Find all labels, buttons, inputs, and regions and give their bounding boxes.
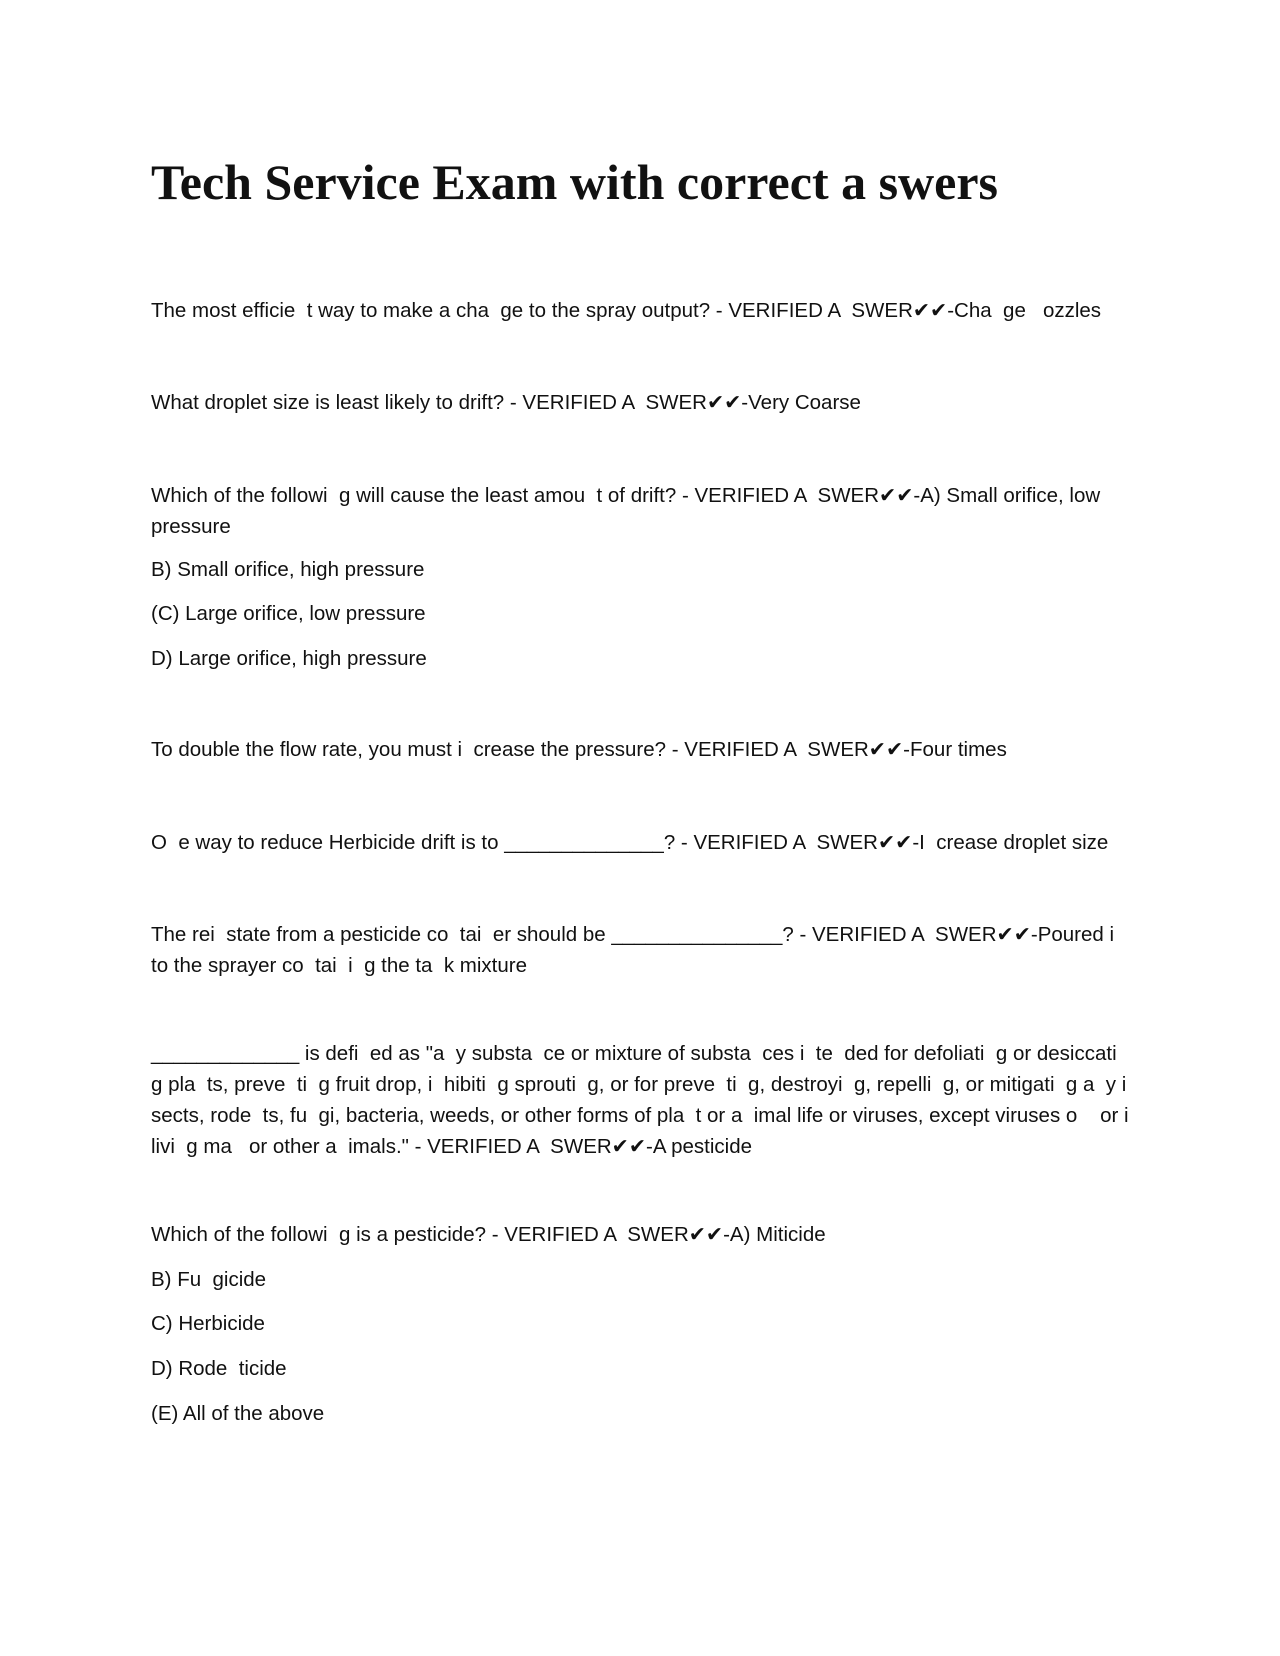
option-b-small-high: B) Small orifice, high pressure bbox=[151, 558, 425, 581]
option-b-fungicide: B) Fu gicide bbox=[151, 1268, 267, 1291]
option-d-rodenticide: D) Rode ticide bbox=[151, 1357, 287, 1380]
option-d-large-high: D) Large orifice, high pressure bbox=[151, 647, 427, 670]
option-e-all-above: (E) All of the above bbox=[151, 1402, 325, 1425]
option-c-large-low: (C) Large orifice, low pressure bbox=[151, 602, 426, 625]
option-c-herbicide: C) Herbicide bbox=[151, 1312, 265, 1335]
question-herbicide-drift: O e way to reduce Herbicide drift is to ______________? - VERIFIED A SWER✔✔-I crease droplet size bbox=[151, 831, 1109, 854]
question-which-pesticide: Which of the followi g is a pesticide? - VERIFIED A SWER✔✔-A) Miticide bbox=[151, 1223, 826, 1246]
question-flow-rate: To double the flow rate, you must i crease the pressure? - VERIFIED A SWER✔✔-Four times bbox=[151, 738, 1007, 761]
question-rinsate: The rei state from a pesticide co tai er should be _______________? - VERIFIED A SWER✔✔-Poured i to the sprayer co tai i g the ta k mixture bbox=[151, 923, 1126, 977]
question-pesticide-definition: _____________ is defi ed as "a y substa ce or mixture of substa ces i te ded for defoliati g or desiccati g pla ts, preve ti g fruit drop, i hibiti g sprouti g, or for preve ti g, destroyi g, repelli g, or mitigati g a y i sects, rode ts, fu gi, bacteria, weeds, or other forms of pla t or a imal life or viruses, except viruses o or i livi g ma or other a imals." - VERIFIED A SWER✔✔-A pesticide bbox=[151, 1042, 1146, 1158]
question-spray-output: The most efficie t way to make a cha ge to the spray output? - VERIFIED A SWER✔✔-Cha ge ozzles bbox=[151, 299, 1102, 322]
question-droplet-size: What droplet size is least likely to drift? - VERIFIED A SWER✔✔-Very Coarse bbox=[151, 391, 861, 414]
question-least-drift: Which of the followi g will cause the least amou t of drift? - VERIFIED A SWER✔✔-A) Small orifice, low pressure bbox=[151, 484, 1106, 538]
document-title: Tech Service Exam with correct a swers bbox=[151, 154, 998, 210]
